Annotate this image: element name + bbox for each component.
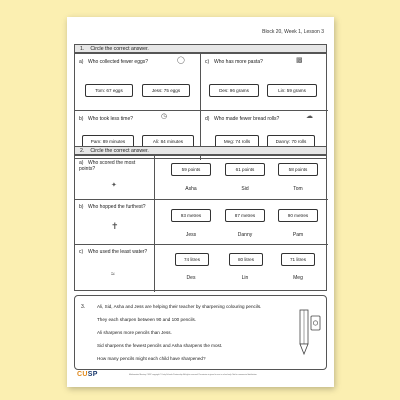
section-2-number: 2.: [80, 148, 85, 154]
section-1-number: 1.: [80, 46, 85, 52]
answer-option[interactable]: Meg: 74 rolls: [215, 135, 259, 148]
answer-option[interactable]: 90 metres: [278, 209, 318, 222]
section-2-grid: [74, 155, 327, 291]
student-name: Pam: [292, 232, 304, 238]
answer-option[interactable]: Jess: 75 eggs: [142, 84, 190, 97]
star-icon: ✦: [111, 182, 117, 189]
person-icon: ✝: [111, 221, 119, 231]
question-3-line: They each sharpen between 90 and 100 pencils.: [97, 317, 197, 322]
question-1c-cell: [201, 54, 328, 111]
answer-option[interactable]: Ali: 84 minutes: [142, 135, 194, 148]
section-1-title: Circle the correct answer.: [90, 46, 149, 52]
student-name: Danny: [237, 232, 253, 238]
section-1-grid: [74, 53, 327, 159]
copyright-note: Mathematics Mastery CUSP copyright © Unity Schools Partnership. All rights reserved. Permission is given for use in school only. Not for commercial distribution.: [129, 374, 258, 376]
student-name: Tom: [293, 186, 303, 192]
question-3-line: Ali sharpens more pencils than Jess.: [97, 330, 172, 335]
answer-option[interactable]: 74 litres: [175, 253, 209, 266]
student-name: Jess: [185, 232, 197, 238]
lesson-reference: Block 20, Week 1, Lesson 3: [262, 29, 324, 35]
question-1b: b) Who took less time?: [79, 116, 134, 122]
answer-option[interactable]: Lin: 59 grams: [267, 84, 317, 97]
question-2c: c) Who used the least water?: [79, 249, 148, 255]
answer-option[interactable]: 61 points: [225, 163, 265, 176]
question-3-line: How many pencils might each child have sharpened?: [97, 356, 206, 361]
pencil-sharpener-icon: [297, 306, 323, 358]
question-3-line: Sid sharpens the fewest pencils and Asha sharpens the most.: [97, 343, 223, 348]
question-1c: c) Who has more pasta?: [205, 59, 263, 65]
question-3-number: 3.: [81, 304, 86, 310]
question-1a-cell: [75, 54, 201, 111]
worksheet-page: [67, 17, 334, 387]
question-2b: b) Who hopped the furthest?: [79, 204, 146, 210]
section-2-title: Circle the correct answer.: [90, 148, 149, 154]
question-1d: d) Who made fewer bread rolls?: [205, 116, 280, 122]
question-2c-prompt-cell: [75, 245, 155, 292]
question-2c-row: [75, 245, 328, 292]
question-2b-row: [75, 200, 328, 245]
answer-option[interactable]: Pam: 89 minutes: [82, 135, 134, 148]
cusp-logo: CUSP: [77, 371, 98, 378]
question-2b-prompt-cell: [75, 200, 155, 245]
answer-option[interactable]: 58 points: [278, 163, 318, 176]
section-2-header: [74, 146, 327, 155]
question-2a-row: [75, 156, 328, 200]
stopwatch-icon: ◷: [161, 113, 168, 120]
answer-option[interactable]: Danny: 70 rolls: [267, 135, 315, 148]
section-1-header: [74, 44, 327, 53]
student-name: Lin: [241, 275, 249, 281]
water-icon: ≈: [111, 271, 115, 278]
answer-option[interactable]: Des: 96 grams: [209, 84, 259, 97]
answer-option[interactable]: 71 litres: [281, 253, 315, 266]
student-name: Des: [186, 275, 196, 281]
question-3-line: Ali, Sid, Asha and Jess are helping their teacher by sharpening colouring pencils.: [97, 304, 262, 309]
question-2a-prompt-cell: [75, 156, 155, 200]
question-2a: a) Who scored the most points?: [79, 160, 136, 172]
egg-icon: ◯: [177, 57, 185, 64]
bread-icon: ☁: [306, 113, 313, 120]
question-1a: a) Who collected fewer eggs?: [79, 59, 149, 65]
answer-option[interactable]: 59 points: [171, 163, 211, 176]
question-3-box: [74, 295, 327, 370]
pasta-icon: ▩: [296, 57, 303, 64]
answer-option[interactable]: Tom: 67 eggs: [85, 84, 133, 97]
answer-option[interactable]: 93 metres: [171, 209, 211, 222]
answer-option[interactable]: 80 litres: [229, 253, 263, 266]
student-name: Sid: [241, 186, 249, 192]
student-name: Meg: [293, 275, 303, 281]
student-name: Asha: [185, 186, 197, 192]
answer-option[interactable]: 87 metres: [225, 209, 265, 222]
